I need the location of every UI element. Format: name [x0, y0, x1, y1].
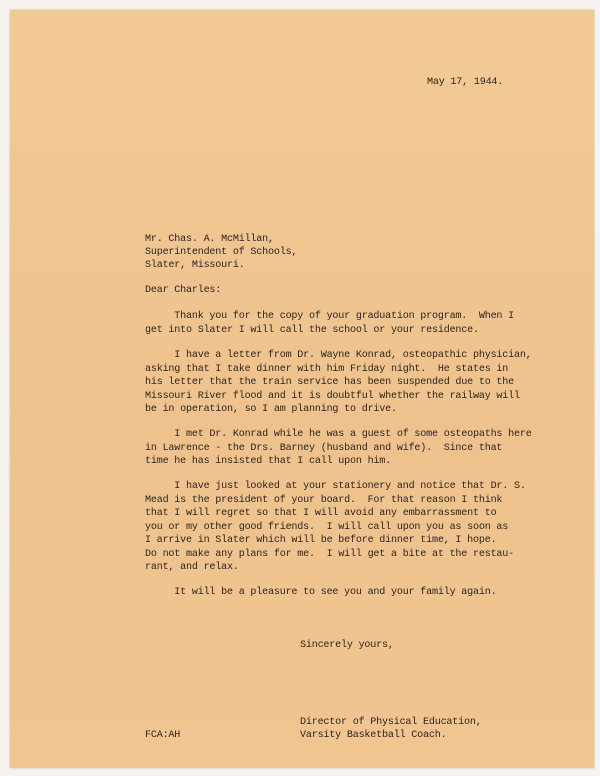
recipient-title: Superintendent of Schools, [145, 247, 298, 258]
signature-title-line-2: Varsity Basketball Coach. [300, 730, 447, 741]
body-paragraph-3: I met Dr. Konrad while he was a guest of some osteopaths here in Lawrence - the Drs. Barney (husband and wife). Since that time he has insisted that I call upon him. [145, 429, 532, 467]
body-paragraph-2: I have a letter from Dr. Wayne Konrad, osteopathic physician, asking that I take dinner with him Friday night. He states in his letter that the train service has been suspended due to the Missouri River flood and it is doubtful whether the railway will be in operation, so I am planning to drive. [145, 350, 532, 415]
closing: Sincerely yours, [300, 640, 394, 651]
body-paragraph-1: Thank you for the copy of your graduation program. When I get into Slater I will call the school or your residence. [145, 311, 515, 336]
recipient-address: Slater, Missouri. [145, 260, 245, 271]
letter-sheet [10, 10, 594, 768]
salutation: Dear Charles: [145, 285, 222, 296]
signature-title-line-1: Director of Physical Education, [300, 717, 482, 728]
letter-date: May 17, 1944. [427, 77, 504, 88]
typist-initials: FCA:AH [145, 730, 181, 741]
body-paragraph-4: I have just looked at your stationery and notice that Dr. S. Mead is the president of your board. For that reason I think that I will regret so that I will avoid any embarrassment to you or my other good friends. I will call upon you as soon as I arrive in Slater which will be before dinner time, I hope. Do not make any plans for me. I will get a bite at the restau- rant, and relax. [145, 481, 526, 573]
body-paragraph-5: It will be a pleasure to see you and your family again. [145, 587, 497, 598]
recipient-name: Mr. Chas. A. McMillan, [145, 234, 274, 245]
